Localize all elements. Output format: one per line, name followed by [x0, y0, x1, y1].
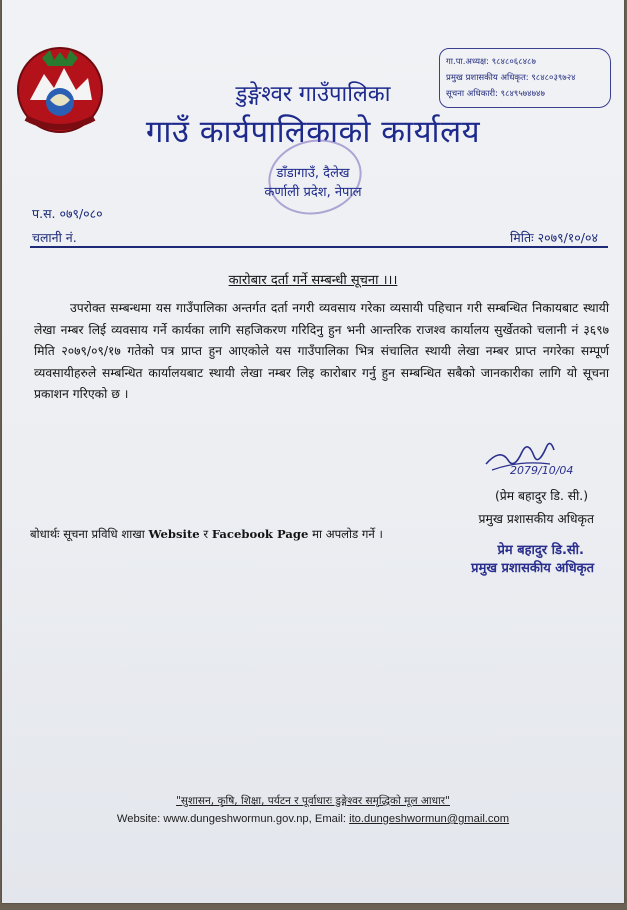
cc-note-mid: र: [203, 527, 209, 541]
contact-line: प्रमुख प्रशासकीय अधिकृत: ९८४८०३९७२४: [446, 73, 576, 83]
stamp-name: प्रेम बहादुर डि.सी.: [497, 543, 584, 558]
signer-title: प्रमुख प्रशासकीय अधिकृत: [478, 512, 594, 526]
address-line-1: डाँडागाउँ, दैलेख: [276, 166, 350, 181]
footer-website-label: Website: www.dungeshwormun.gov.np, Email:: [116, 813, 346, 825]
letter-sheet: [2, 0, 624, 903]
signer-name: (प्रेम बहादुर डि. सी.): [494, 489, 588, 503]
cc-note-website: Website: [148, 527, 200, 541]
letter-date: मितिः २०७९/१०/०४: [510, 230, 598, 245]
handwritten-signature: [480, 430, 590, 478]
signature-date-scribble: 2079/10/04: [510, 464, 574, 477]
notice-subject: कारोबार दर्ता गर्ने सम्बन्धी सूचना ।।।: [228, 273, 398, 288]
footer-motto: "सुशासन, कृषि, शिक्षा, पर्यटन र पूर्वाधारः डुङ्गेश्वर समृद्धिको मूल आधार": [176, 795, 450, 807]
contact-line: गा.पा.अध्यक्ष: ९८४८०६८४८७: [446, 57, 536, 67]
footer-contact: [2, 813, 624, 825]
cc-note: [30, 527, 383, 542]
footer-email-link[interactable]: ito.dungeshwormun@gmail.com: [349, 813, 510, 825]
cc-note-prefix: बोधार्थः सूचना प्रविधि शाखा: [30, 527, 145, 541]
fiscal-year-ref: प.स. ०७९/०८०: [32, 206, 103, 221]
stamp-title: प्रमुख प्रशासकीय अधिकृत: [471, 561, 594, 576]
cc-note-facebook: Facebook Page: [211, 527, 309, 541]
address-line-2: कर्णाली प्रदेश, नेपाल: [264, 185, 362, 200]
header-divider: [30, 246, 608, 248]
municipality-name: डुङ्गेश्वर गाउँपालिका: [235, 82, 391, 107]
contact-line: सूचना अधिकारी: ९८४९५७४७४७: [446, 89, 545, 99]
notice-body: उपरोक्त सम्बन्धमा यस गाउँपालिका अन्तर्गत दर्ता नगरी व्यवसाय गरेका व्यसायी पहिचान गरी सम्बन्धित निकायबाट स्थायी लेखा नम्बर लिई व्यवसाय गर्ने कार्यका लागि सहजिकरण गरिदिनु हुन भनी आन्तरिक राजश्व कार्यालय सुर्खेतको चलानी नं ३६९७ मिति २०७९/०९/१७ गतेको पत्र प्राप्त हुन आएकोले यस गाउँपालिका भित्र संचालित स्थायी लेखा नम्बर प्राप्त नगरेका सम्पूर्ण व्यवसायीहरुले सम्बन्धित कार्यालयबाट स्थायी लेखा नम्बर लिइ कारोबार गर्नु हुन सम्बन्धित सबैको जानकारीका लागि यो सूचना प्रकाशन गरिएको छ ।: [34, 301, 610, 401]
office-title: गाउँ कार्यपालिकाको कार्यालय: [145, 114, 481, 150]
cc-note-suffix: मा अपलोड गर्ने ।: [312, 527, 383, 541]
dispatch-number: चलानी नं.: [32, 230, 77, 245]
